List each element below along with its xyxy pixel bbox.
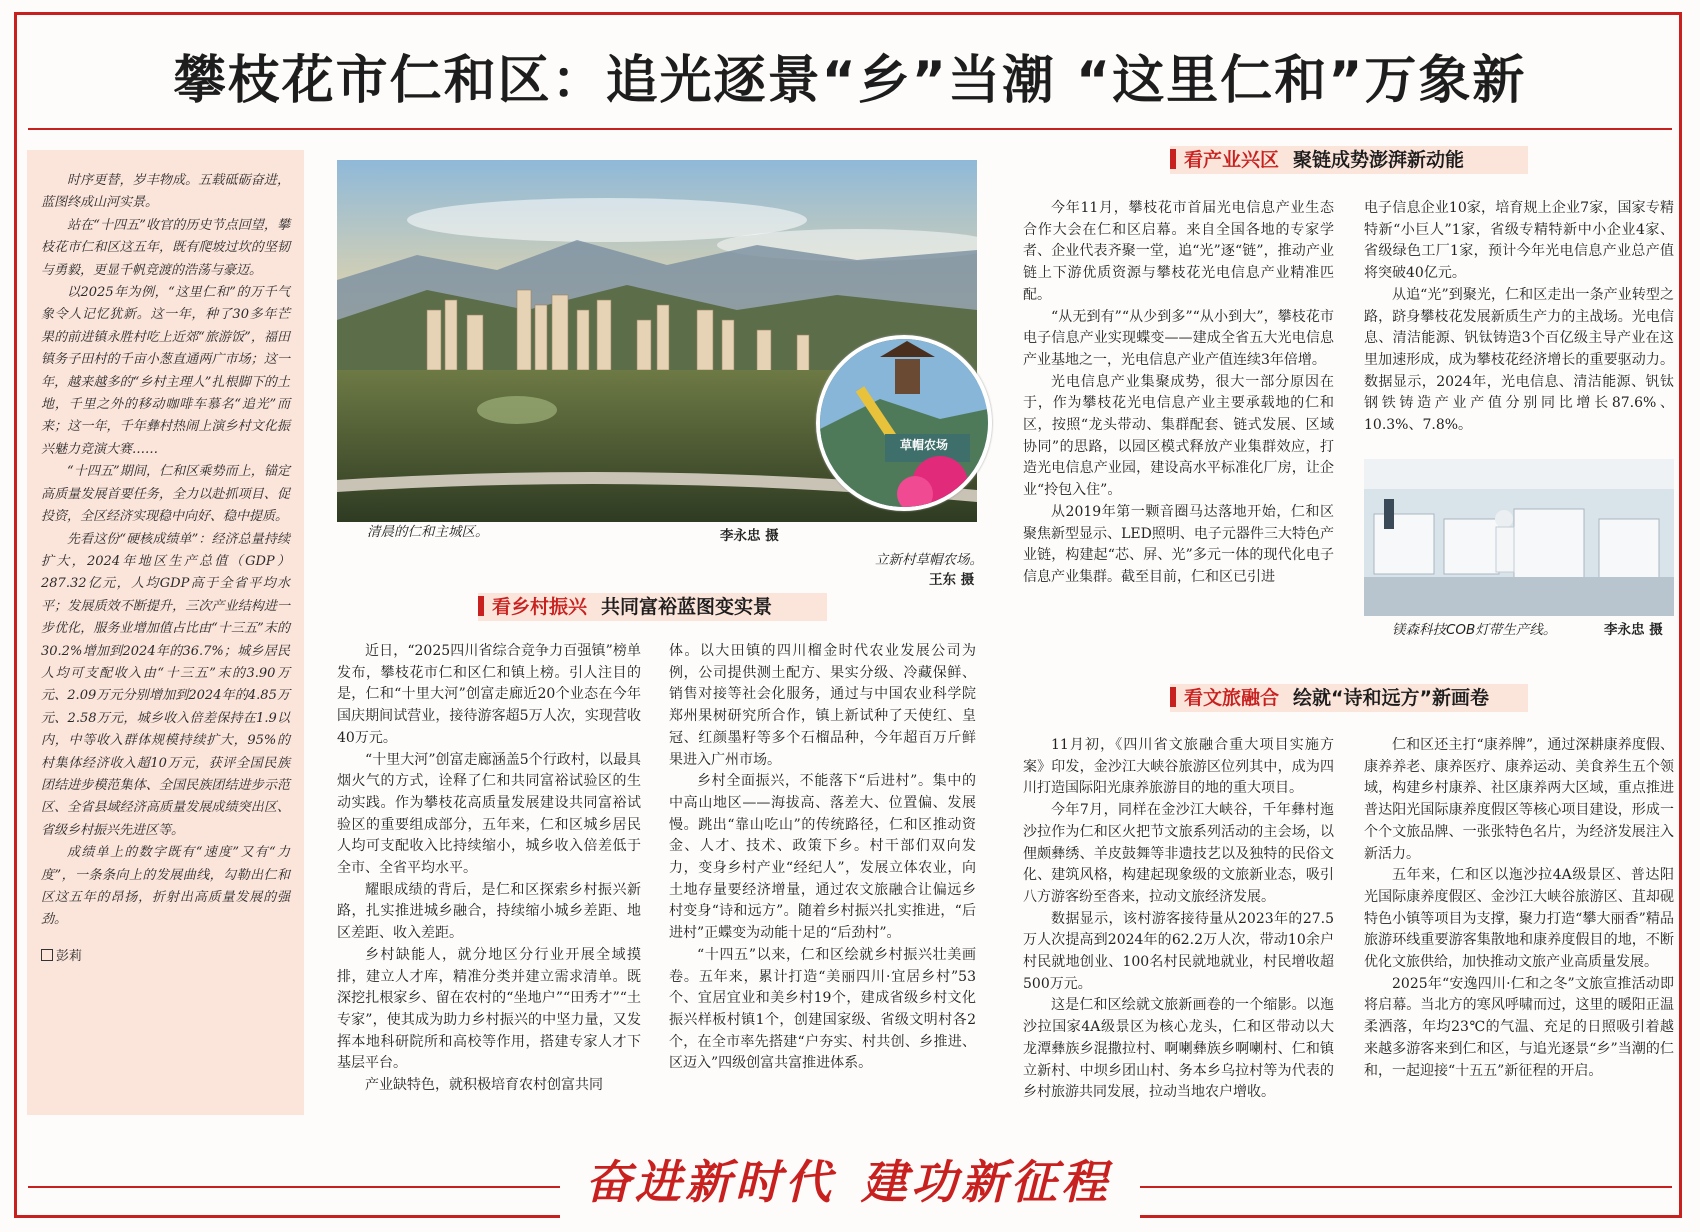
farm-photo-caption: 立新村草帽农场。 [875,552,983,568]
rural-column-2 [669,641,976,1075]
body-paragraph: 从追“光”到聚光，仁和区走出一条产业转型之路，跻身攀枝花发展新质生产力的主战场。光电信息、清洁能源、钒钛铸造3个百亿级主导产业在这里加速形成，成为攀枝花经济增长的重要驱动力。数据显示，2024年，光电信息、清洁能源、钒钛钢铁铸造产业产值分别同比增长87.6%、10.3%、7.8%。 [1364,286,1674,434]
body-paragraph: 仁和区还主打“康养牌”，通过深耕康养度假、康养养老、康养医疗、康养运动、美食养生五个领域，构建乡村康养、社区康养两大区域，重点推进普达阳光国际康养度假区等核心项目建设，形成一个个文旅品牌、一张张特色名片，为经济发展注入新活力。 [1364,737,1674,862]
body-paragraph: “十四五”以来，仁和区绘就乡村振兴壮美画卷。五年来，累计打造“美丽四川·宜居乡村”53个、宜居宜业和美乡村19个，建成省级乡村文化振兴样板村镇1个，创建国家级、省级文明村各2个，在全市率先搭建“户夯实、村共创、乡推进、区迈入”四级创富共富推进体系。 [669,946,976,1072]
body-paragraph: 这是仁和区绘就文旅新画卷的一个缩影。以迤沙拉国家4A级景区为核心龙头，仁和区带动以大龙潭彝族乡混撒拉村、啊喇彝族乡啊喇村、仁和镇立新村、中坝乡团山村、务本乡乌拉村等为代表的乡村旅游共同发展，拉动当地农户增收。 [1023,997,1334,1101]
intro-paragraph: 先看这份“硬核成绩单”：经济总量持续扩大，2024年地区生产总值（GDP）287.32亿元，人均GDP高于全省平均水平；发展质效不断提升，三次产业结构进一步优化，服务业增加值占比由“十三五”末的30.2%增加到2024年的36.7%；城乡居民人均可支配收入由“十三五”末的3.90万元、2.09万元分别增加到2024年的4.85万元、2.58万元，城乡收入倍差保持在1.9以内，中等收入群体规模持续扩大，95%的村集体经济收入超10万元，获评全国民族团结进步模范集体、全国民族团结进步示范区、全省县域经济高质量发展成绩突出区、省级乡村振兴先进区等。 [41,531,290,838]
farm-photo-credit: 王东 摄 [929,572,975,588]
factory-photo-credit: 李永忠 摄 [1604,622,1663,638]
body-paragraph: 2025年“安逸四川·仁和之冬”文旅宣推活动即将启幕。当北方的寒风呼啸而过，这里的暖阳正温柔洒落，年均23℃的气温、充足的日照吸引着越来越多游客来到仁和区，与追光逐景“乡”当潮的仁和，一起迎接“十五五”新征程的开启。 [1364,975,1674,1079]
industry-column-2 [1364,198,1674,437]
farm-image [820,339,988,507]
intro-paragraph: 时序更替，岁丰物成。五载砥砺奋进，蓝图终成山河实景。 [41,173,290,211]
heading-bar [1170,149,1176,169]
section-subtitle: 绘就“诗和远方”新画卷 [1293,687,1489,709]
city-photo-credit: 李永忠 摄 [720,528,779,544]
tourism-column-1 [1023,735,1334,1104]
heading-bar [1170,687,1176,707]
body-paragraph: 从2019年第一颗音圈马达落地开始，仁和区聚焦新型显示、LED照明、电子元器件三大特色产业链，构建起“芯、屏、光”多元一体的现代化电子信息产业集群。截至目前，仁和区已引进 [1023,503,1334,585]
title-divider [28,128,1672,130]
byline-box-icon [41,949,53,961]
rural-column-1 [337,641,641,1097]
body-paragraph: 体。以大田镇的四川榴金时代农业发展公司为例，公司提供测土配方、果实分级、冷藏保鲜、销售对接等社会化服务，通过与中国农业科学院郑州果树研究所合作，镇上新试种了天使红、皇冠、红颜墨籽等多个石榴品种，今年超百万斤鲜果进入广州市场。 [669,643,976,768]
section-subtitle: 聚链成势澎湃新动能 [1293,149,1465,171]
intro-paragraph: 以2025年为例，“这里仁和”的万千气象令人记忆犹新。这一年，种了30多年芒果的前进镇永胜村吃上近郊“旅游饭”，福田镇务子田村的千亩小葱直通两广市场；这一年，越来越多的“乡村主理人”扎根脚下的土地，千里之外的移动咖啡车慕名“追光”而来；这一年，千年彝村热闹上演乡村文化振兴魅力竞演大赛…… [41,285,290,457]
body-paragraph: 耀眼成绩的背后，是仁和区探索乡村振兴新路，扎实推进城乡融合，持续缩小城乡差距、地区差距、收入差距。 [337,881,641,942]
section-key: 看产业兴区 [1184,149,1280,171]
author-byline [41,946,290,968]
body-paragraph: 产业缺特色，就积极培育农村创富共同 [365,1077,603,1094]
body-paragraph: 乡村缺能人，就分地区分行业开展全域摸排，建立人才库，精准分类并建立需求清单。既深挖扎根家乡、留在农村的“坐地户”“田秀才”“土专家”，使其成为助力乡村振兴的中坚力量，又发挥本地科研院所和高校等作用，搭建专家人才下基层平台。 [337,946,641,1072]
intro-paragraph: 站在“十四五”收官的历史节点回望，攀枝花市仁和区这五年，既有爬坡过坎的坚韧与勇毅，更显千帆竞渡的浩荡与豪迈。 [41,217,290,278]
body-paragraph: 电子信息企业10家，培育规上企业7家，国家专精特新“小巨人”1家，省级专精特新中小企业4家、省级绿色工厂1家，预计今年光电信息产业总产值将突破40亿元。 [1364,200,1674,282]
page-title: 攀枝花市仁和区：追光逐景“乡”当潮 “这里仁和”万象新 [173,51,1527,111]
body-paragraph: 数据显示，该村游客接待量从2023年的27.5万人次提高到2024年的62.2万人次，带动10余户村民就地创业、100名村民就地就业，村民增收超500万元。 [1023,910,1334,992]
body-paragraph: 光电信息产业集聚成势，很大一部分原因在于，作为攀枝花光电信息产业主要承载地的仁和区，按照“龙头带动、集群配套、链式发展、区域协同”的思路，以园区模式释放产业集群效应，打造光电信息产业园，建设高水平标准化厂房，让企业“拎包入住”。 [1023,373,1334,499]
section-key: 看乡村振兴 [492,596,588,618]
body-paragraph: 今年7月，同样在金沙江大峡谷，千年彝村迤沙拉作为仁和区火把节文旅系列活动的主会场，以俚颇彝绣、羊皮鼓舞等非遗技艺以及独特的民俗文化、建筑风格，构建起现象级的文旅新业态，吸引八方游客纷至沓来，拉动文旅经济发展。 [1023,802,1334,905]
factory-photo-caption: 镁森科技COB灯带生产线。 [1392,622,1557,638]
section-heading-tourism [1170,684,1528,712]
body-paragraph: “从无到有”“从少到多”“从小到大”，攀枝花市电子信息产业实现蝶变——建成全省五大光电信息产业基地之一，光电信息产业产值连续3年倍增。 [1023,308,1334,368]
slogan-banner [585,1146,1111,1212]
production-line-image [1364,459,1674,616]
body-paragraph: “十里大河”创富走廊涵盖5个行政村，以最具烟火气的方式，诠释了仁和共同富裕试验区的生动实践。作为攀枝花高质量发展建设共同富裕试验区的重要组成部分，五年来，仁和区城乡居民人均可支配收入比持续缩小，城乡收入倍差低于全市、全省平均水平。 [337,751,641,877]
tourism-column-2 [1364,735,1674,1082]
factory-photo [1364,459,1674,616]
author-name: 彭莉 [56,948,83,964]
intro-sidebar [27,150,304,1115]
slogan-part-2: 建功新征程 [861,1155,1111,1209]
section-heading-industry [1170,146,1528,174]
city-photo-caption: 清晨的仁和主城区。 [367,524,489,540]
section-key: 看文旅融合 [1184,687,1280,709]
body-paragraph: 11月初，《四川省文旅融合重大项目实施方案》印发，金沙江大峡谷旅游区位列其中，成为四川打造国际阳光康养旅游目的地的重大项目。 [1023,737,1334,797]
slogan-part-1: 奋进新时代 [585,1155,835,1209]
farm-sign-text: 草帽农场 [900,438,949,452]
intro-paragraph: “十四五”期间，仁和区乘势而上，锚定高质量发展首要任务，全力以赴抓项目、促投资，全区经济实现稳中向好、稳中提质。 [41,464,290,525]
body-paragraph: 五年来，仁和区以迤沙拉4A级景区、普达阳光国际康养度假区、金沙江大峡谷旅游区、苴却砚特色小镇等项目为支撑，聚力打造“攀大丽香”精品旅游环线重要游客集散地和康养度假目的地，不断优化文旅供给，加快推动文旅产业高质量发展。 [1364,867,1674,971]
section-heading-rural [478,593,827,621]
body-paragraph: 乡村全面振兴，不能落下“后进村”。集中的中高山地区——海拔高、落差大、位置偏、发展慢。跳出“靠山吃山”的传统路径，仁和区推动资金、人才、技术、政策下乡。村干部们双向发力，变身乡村产业“经纪人”，发展立体农业，向土地存量要经济增量，通过农文旅融合让偏远乡村变身“诗和远方”。随着乡村振兴扎实推进，“后进村”正蝶变为动能十足的“后劲村”。 [669,773,976,942]
section-subtitle: 共同富裕蓝图变实景 [601,596,773,618]
body-paragraph: 近日，“2025四川省综合竞争力百强镇”榜单发布，攀枝花市仁和区仁和镇上榜。引人注目的是，仁和“十里大河”创富走廊近20个业态在今年国庆期间试营业，接待游客超5万人次，实现营收40万元。 [337,643,641,746]
industry-column-1 [1023,198,1334,589]
body-paragraph: 今年11月，攀枝花市首届光电信息产业生态合作大会在仁和区启幕。来自全国各地的专家学者、企业代表齐聚一堂，追“光”逐“链”，推动产业链上下游优质资源与攀枝花光电信息产业精准匹配。 [1023,200,1334,303]
farm-photo [816,335,992,511]
intro-paragraph: 成绩单上的数字既有“速度”又有“力度”，一条条向上的发展曲线，勾勒出仁和区这五年的昂扬，折射出高质量发展的强劲。 [41,845,290,928]
heading-bar [478,596,484,616]
